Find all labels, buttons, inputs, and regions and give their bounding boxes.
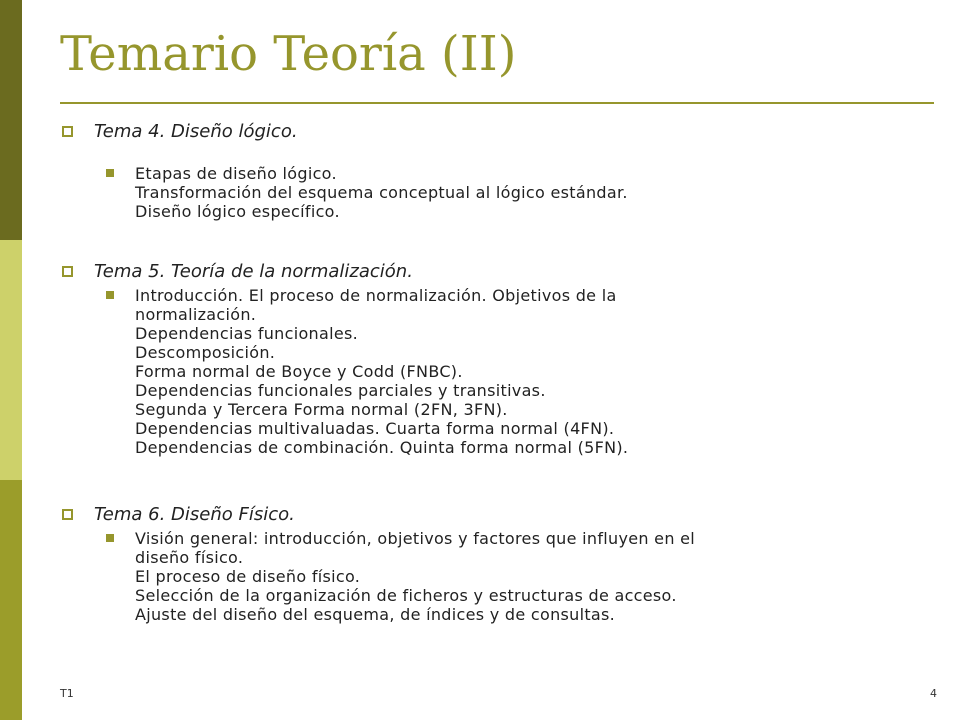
- content-line: Dependencias de combinación. Quinta forma normal (5FN).: [135, 438, 629, 457]
- content-line: Dependencias multivaluadas. Cuarta forma normal (4FN).: [135, 419, 615, 438]
- page-number: 4: [930, 687, 937, 700]
- bullet-icon: [106, 169, 114, 177]
- content-line: Segunda y Tercera Forma normal (2FN, 3FN).: [135, 400, 508, 419]
- section-heading: [62, 119, 892, 143]
- content-line: Descomposición.: [135, 343, 276, 362]
- bullet-icon: [106, 291, 114, 299]
- bullet-icon: [106, 534, 114, 542]
- content-line: normalización.: [135, 305, 257, 324]
- section-tema-5: [62, 259, 892, 457]
- content-line: Diseño lógico específico.: [135, 202, 340, 221]
- section-content: [106, 164, 892, 221]
- content-line: diseño físico.: [135, 548, 244, 567]
- section-content: [106, 286, 892, 457]
- content-line: Transformación del esquema conceptual al lógico estándar.: [135, 183, 628, 202]
- content-line: Etapas de diseño lógico.: [135, 164, 337, 183]
- slide-title: Temario Teoría (II): [60, 26, 517, 82]
- side-band-bottom: [0, 480, 22, 720]
- section-content: [106, 529, 892, 624]
- section-tema-4: [62, 119, 892, 221]
- section-title: Tema 4. Diseño lógico.: [94, 120, 298, 142]
- section-heading: [62, 502, 892, 526]
- section-title: Tema 6. Diseño Físico.: [94, 503, 295, 525]
- square-bullet-icon: [62, 266, 73, 277]
- content-line: Ajuste del diseño del esquema, de índices y de consultas.: [135, 605, 616, 624]
- footer-label: T1: [60, 687, 74, 700]
- section-heading: [62, 259, 892, 283]
- square-bullet-icon: [62, 509, 73, 520]
- square-bullet-icon: [62, 126, 73, 137]
- content-line: Selección de la organización de ficheros y estructuras de acceso.: [135, 586, 677, 605]
- content-line: El proceso de diseño físico.: [135, 567, 361, 586]
- section-title: Tema 5. Teoría de la normalización.: [94, 260, 413, 282]
- title-underline: [60, 102, 934, 104]
- content-line: Dependencias funcionales.: [135, 324, 359, 343]
- content-line: Visión general: introducción, objetivos y factores que influyen en el: [135, 529, 696, 548]
- side-band-middle: [0, 240, 22, 480]
- content-line: Forma normal de Boyce y Codd (FNBC).: [135, 362, 463, 381]
- content-line: Dependencias funcionales parciales y transitivas.: [135, 381, 546, 400]
- section-tema-6: [62, 502, 892, 624]
- content-line: Introducción. El proceso de normalización. Objetivos de la: [135, 286, 617, 305]
- side-band-top: [0, 0, 22, 240]
